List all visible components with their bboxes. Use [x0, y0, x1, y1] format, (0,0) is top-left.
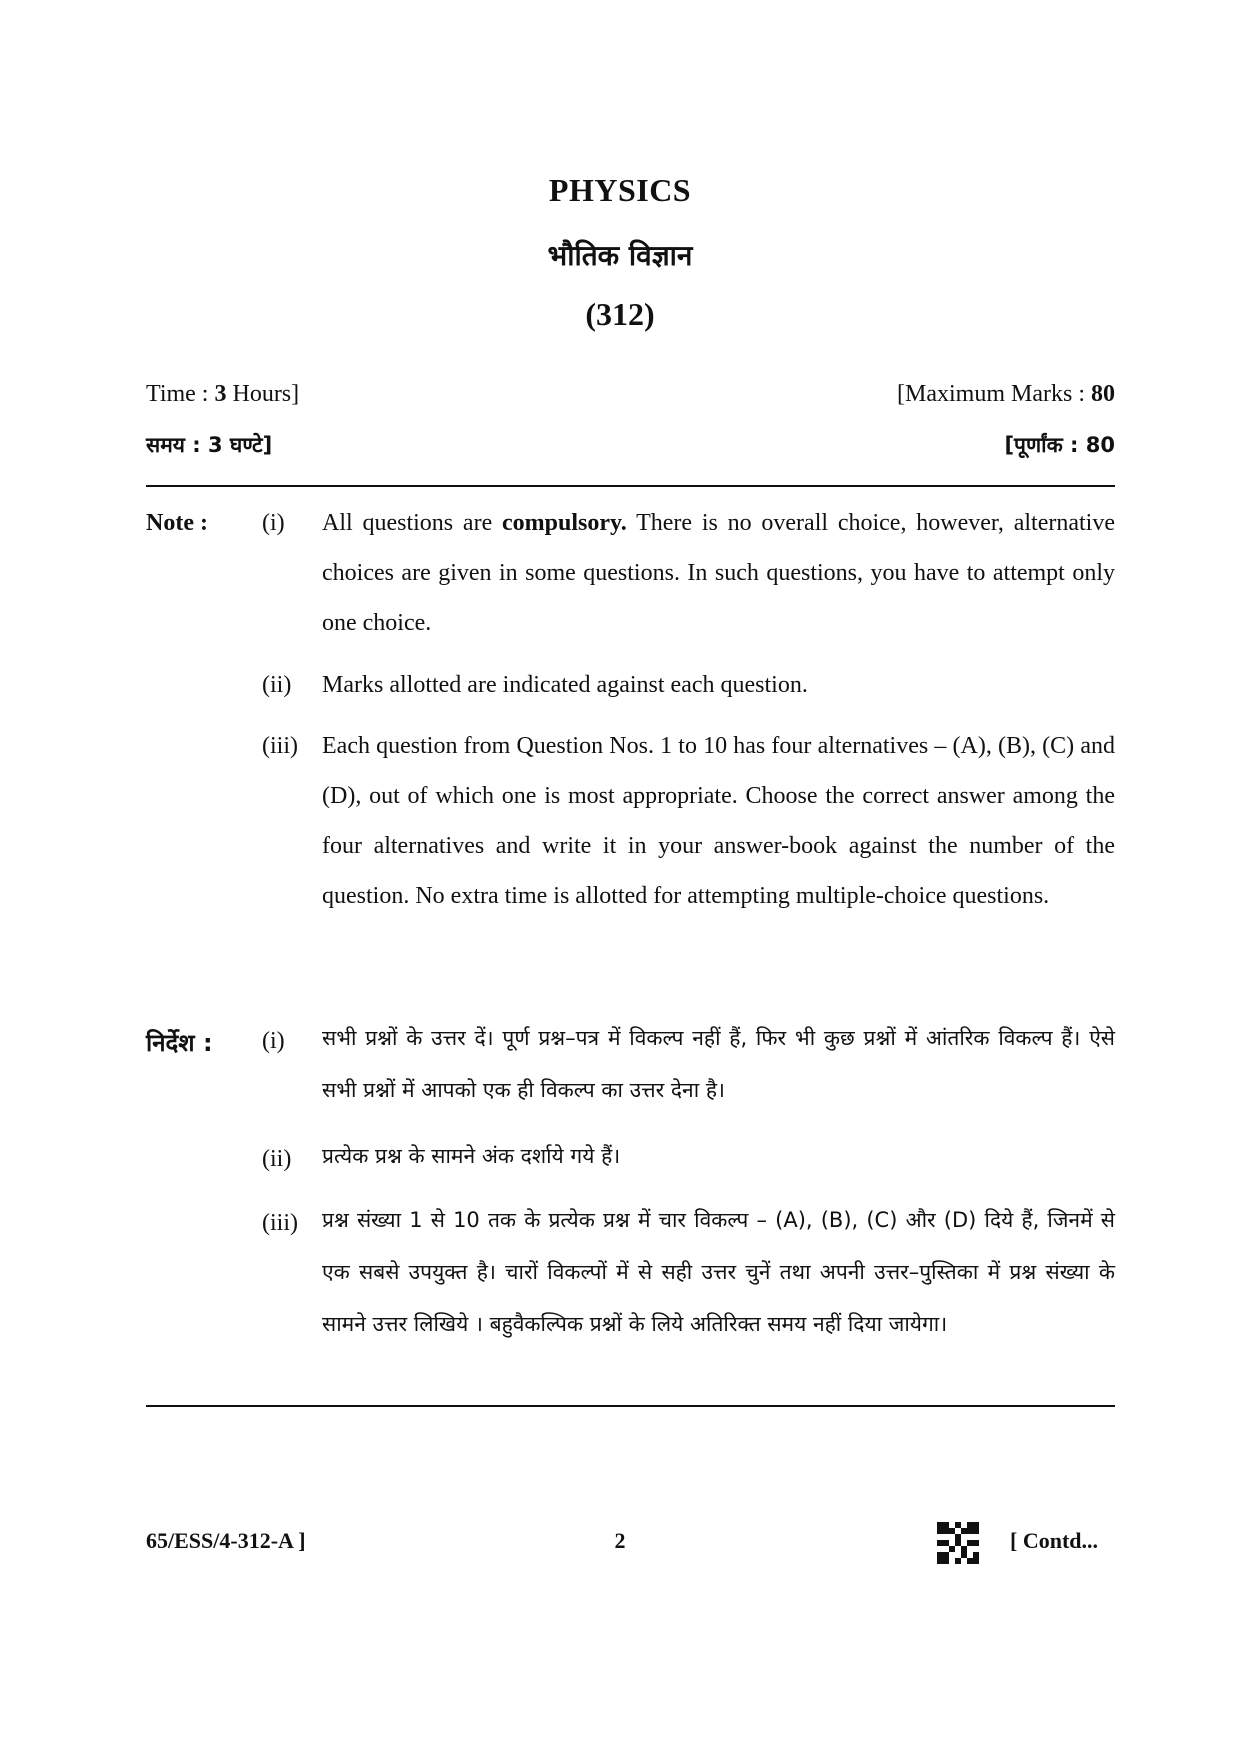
note-hi-num-2: (ii) — [262, 1146, 292, 1172]
qr-code-icon — [937, 1522, 979, 1564]
note-en-num-1: (i) — [262, 510, 285, 536]
paper-code: 65/ESS/4-312-A ] — [146, 1528, 306, 1553]
page-number: 2 — [614, 1528, 626, 1553]
note-hi-num-3: (iii) — [262, 1210, 298, 1236]
bottom-divider — [146, 1405, 1115, 1407]
note-hi-item-3: प्रश्न संख्या 1 से 10 तक के प्रत्येक प्रश्न में चार विकल्प – (A), (B), (C) और (D) दिये हैं, जिनमें से एक सबसे उपयुक्त है। चारों विकल्पों में से सही उत्तर चुनें तथा अपनी उत्तर–पुस्तिका में प्रश्न संख्या के सामने उत्तर लिखिये । बहुवैकल्पिक प्रश्नों के लिये अतिरिक्त समय नहीं दिया जायेगा। — [322, 1208, 1115, 1336]
note-label-english: Note : — [146, 510, 208, 536]
subject-code: (312) — [585, 296, 655, 332]
note-en-num-3: (iii) — [262, 733, 298, 759]
note-en-item-3: Each question from Question Nos. 1 to 10 has four alternatives – (A), (B), (C) and (D), out of which one is most appropriate. Choose the correct answer among the four alternatives and write it in your answer-book against the number of the question. No extra time is allotted for attempting multiple-choice questions. — [322, 733, 1115, 909]
note-label-hindi: निर्देश : — [146, 1029, 213, 1057]
note-hi-num-1: (i) — [262, 1028, 285, 1054]
time-hindi: समय : 3 घण्टे] — [146, 433, 273, 457]
note-hi-item-1: सभी प्रश्नों के उत्तर दें। पूर्ण प्रश्न–पत्र में विकल्प नहीं हैं, फिर भी कुछ प्रश्नों में आंतरिक विकल्प हैं। ऐसे सभी प्रश्नों में आपको एक ही विकल्प का उत्तर देना है। — [322, 1026, 1115, 1102]
note-hi-item-2: प्रत्येक प्रश्न के सामने अंक दर्शाये गये हैं। — [322, 1144, 621, 1168]
max-marks-english: [Maximum Marks : 80 — [897, 381, 1115, 407]
note-en-num-2: (ii) — [262, 672, 292, 698]
note-en-item-1: All questions are compulsory. There is no overall choice, however, alternative choices are given in some questions. In such questions, you have to attempt only one choice. — [322, 510, 1115, 636]
continued-label: [ Contd... — [1010, 1528, 1099, 1553]
note-en-item-2: Marks allotted are indicated against each question. — [322, 672, 808, 698]
time-english: Time : 3 Hours] — [146, 381, 300, 407]
max-marks-hindi: [पूर्णांक : 80 — [1004, 433, 1115, 457]
subject-title-hindi: भौतिक विज्ञान — [547, 239, 693, 272]
subject-title: PHYSICS — [548, 172, 692, 208]
top-divider — [146, 485, 1115, 487]
